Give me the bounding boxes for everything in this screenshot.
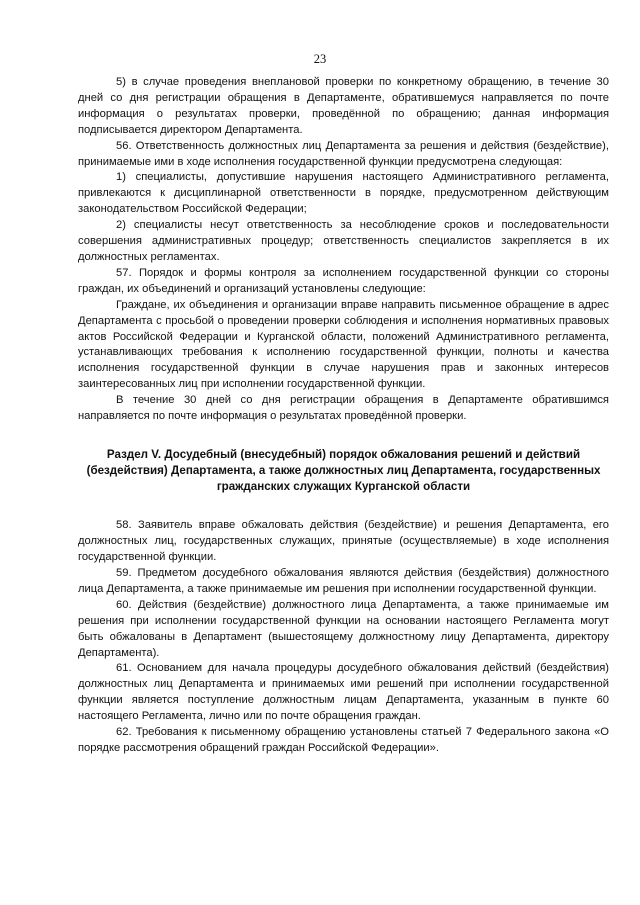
document-body [78, 75, 609, 757]
paragraph-56-item-2: 2) специалисты несут ответственность за несоблюдение сроков и последовательности совершения административных процедур; ответственность специалистов закрепляется в их должностных регламентах. [78, 219, 609, 263]
section-heading: Раздел V. Досудебный (внесудебный) порядок обжалования решений и действий (бездействия) Департамента, а также должностных лиц Департамента, государственных гражданских служащих Курганской области [86, 447, 601, 493]
paragraph-59: 59. Предметом досудебного обжалования являются действия (бездействия) должностного лица Департамента, а также принимаемые им решения при исполнении государственной функции. [78, 567, 609, 595]
paragraph-61: 61. Основанием для начала процедуры досудебного обжалования действий (бездействия) должностных лиц Департамента и принимаемых ими решений при исполнении государственной функции является поступление должностным лицам Департамента, указанным в пункте 60 настоящего Регламента, лично или по почте обращения граждан. [78, 662, 609, 723]
paragraph-58: 58. Заявитель вправе обжаловать действия (бездействие) и решения Департамента, его должностных лиц, государственных служащих, принятые (осуществляемые) в ходе исполнения государственной функции. [78, 519, 609, 564]
page-number: 23 [313, 52, 327, 66]
paragraph-57-response: В течение 30 дней со дня регистрации обращения в Департаменте обратившимся направляется по почте информация о результатах проведённой проверки. [78, 394, 609, 423]
paragraph-item-5: 5) в случае проведения внеплановой проверки по конкретному обращению, в течение 30 дней со дня регистрации обращения в Департаменте, обратившемуся направляется по почте информация о результатах проверки, проведённой по обращению; данная информация подписывается директором Департамента. [78, 76, 609, 136]
paragraph-56-item-1: 1) специалисты, допустившие нарушения настоящего Административного регламента, привлекаются к дисциплинарной ответственности в порядке, предусмотренном действующим законодательством Российской Федерации; [78, 171, 609, 216]
paragraph-57-citizens: Граждане, их объединения и организации вправе направить письменное обращение в адрес Департамента с просьбой о проведении проверки соблюдения и исполнения нормативных правовых актов Российской Федерации и Курганской области, положений Административного регламента, устанавливающих требования к исполнению государственной функции, полноты и качества исполнения государственной функции в случае нарушения прав и законных интересов заинтересованных лиц при исполнении государственной функции. [78, 298, 609, 391]
paragraph-60: 60. Действия (бездействие) должностного лица Департамента, а также принимаемые им решения при исполнении государственной функции на основании настоящего Регламента могут быть обжалованы в Департамент (вышестоящему должностному лицу Департамента, директору Департамента). [78, 598, 609, 659]
paragraph-62: 62. Требования к письменному обращению установлены статьей 7 Федерального закона «О порядке рассмотрения обращений граждан Российской Федерации». [78, 726, 609, 755]
paragraph-57: 57. Порядок и формы контроля за исполнением государственной функции со стороны граждан, их объединений и организаций установлены следующие: [78, 266, 609, 295]
paragraph-56: 56. Ответственность должностных лиц Департамента за решения и действия (бездействие), принимаемые ими в ходе исполнения государственной функции предусмотрена следующая: [78, 139, 609, 168]
